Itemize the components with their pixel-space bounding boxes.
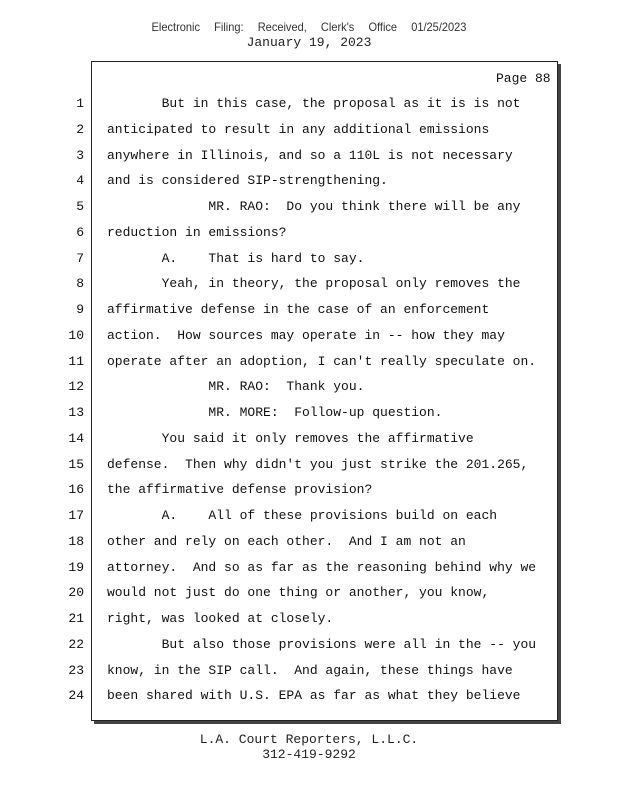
transcript-line: operate after an adoption, I can't really speculate on. (107, 354, 537, 369)
line-number: 24 (68, 688, 84, 703)
transcript-line: affirmative defense in the case of an enforcement (107, 302, 490, 317)
line-number: 6 (76, 225, 84, 240)
transcript-line: MR. MORE: Follow-up question. (107, 405, 443, 420)
line-number: 3 (76, 148, 84, 163)
transcript-line: A. That is hard to say. (107, 251, 365, 266)
filing-stamp-part: Electronic (151, 20, 201, 34)
transcript-line: right, was looked at closely. (107, 611, 334, 626)
filing-stamp (25, 20, 594, 34)
transcript-line: MR. RAO: Thank you. (107, 379, 365, 394)
transcript-line: reduction in emissions? (107, 225, 287, 240)
line-number: 5 (76, 199, 84, 214)
filing-stamp-part: 01/25/2023 (411, 20, 467, 34)
line-number: 19 (68, 560, 84, 575)
transcript-line: anywhere in Illinois, and so a 110L is not necessary (107, 148, 513, 163)
filing-stamp-part: Received, (257, 20, 307, 34)
transcript-line: MR. RAO: Do you think there will be any (107, 199, 521, 214)
transcript-line: and is considered SIP-strengthening. (107, 173, 388, 188)
reporter-phone: 312-419-9292 (262, 747, 356, 762)
transcript-line: A. All of these provisions build on each (107, 508, 498, 523)
transcript-line: anticipated to result in any additional emissions (107, 122, 490, 137)
line-number: 11 (68, 354, 84, 369)
line-number: 18 (68, 534, 84, 549)
line-number: 12 (68, 379, 84, 394)
transcript-line: the affirmative defense provision? (107, 482, 373, 497)
line-number: 2 (76, 122, 84, 137)
transcript-line: would not just do one thing or another, you know, (107, 585, 490, 600)
transcript-line: But in this case, the proposal as it is is not (107, 96, 521, 111)
hearing-date: January 19, 2023 (246, 35, 372, 50)
line-number: 15 (68, 457, 84, 472)
line-number: 16 (68, 482, 84, 497)
filing-stamp-part: Office (368, 20, 398, 34)
transcript-line: Yeah, in theory, the proposal only removes the (107, 276, 521, 291)
line-number: 9 (76, 302, 84, 317)
transcript-line: been shared with U.S. EPA as far as what they believe (107, 688, 521, 703)
page-number: Page 88 (496, 71, 551, 86)
line-number: 21 (68, 611, 84, 626)
line-number: 22 (68, 637, 84, 652)
line-number: 4 (76, 173, 84, 188)
line-number: 17 (68, 508, 84, 523)
filing-stamp-part: Clerk's (320, 20, 355, 34)
transcript-line: action. How sources may operate in -- how they may (107, 328, 505, 343)
line-number: 8 (76, 276, 84, 291)
transcript-line: defense. Then why didn't you just strike the 201.265, (107, 457, 529, 472)
transcript-line: other and rely on each other. And I am not an (107, 534, 466, 549)
transcript-line: You said it only removes the affirmative (107, 431, 474, 446)
reporter-company: L.A. Court Reporters, L.L.C. (199, 732, 419, 747)
line-number: 13 (68, 405, 84, 420)
transcript-line: But also those provisions were all in the -- you (107, 637, 537, 652)
filing-stamp-part: Filing: (214, 20, 244, 34)
line-number: 10 (68, 328, 84, 343)
transcript-line: attorney. And so as far as the reasoning behind why we (107, 560, 537, 575)
line-number: 23 (68, 663, 84, 678)
line-number: 1 (76, 96, 84, 111)
line-number: 20 (68, 585, 84, 600)
line-number: 14 (68, 431, 84, 446)
transcript-line: know, in the SIP call. And again, these things have (107, 663, 513, 678)
line-number: 7 (76, 251, 84, 266)
